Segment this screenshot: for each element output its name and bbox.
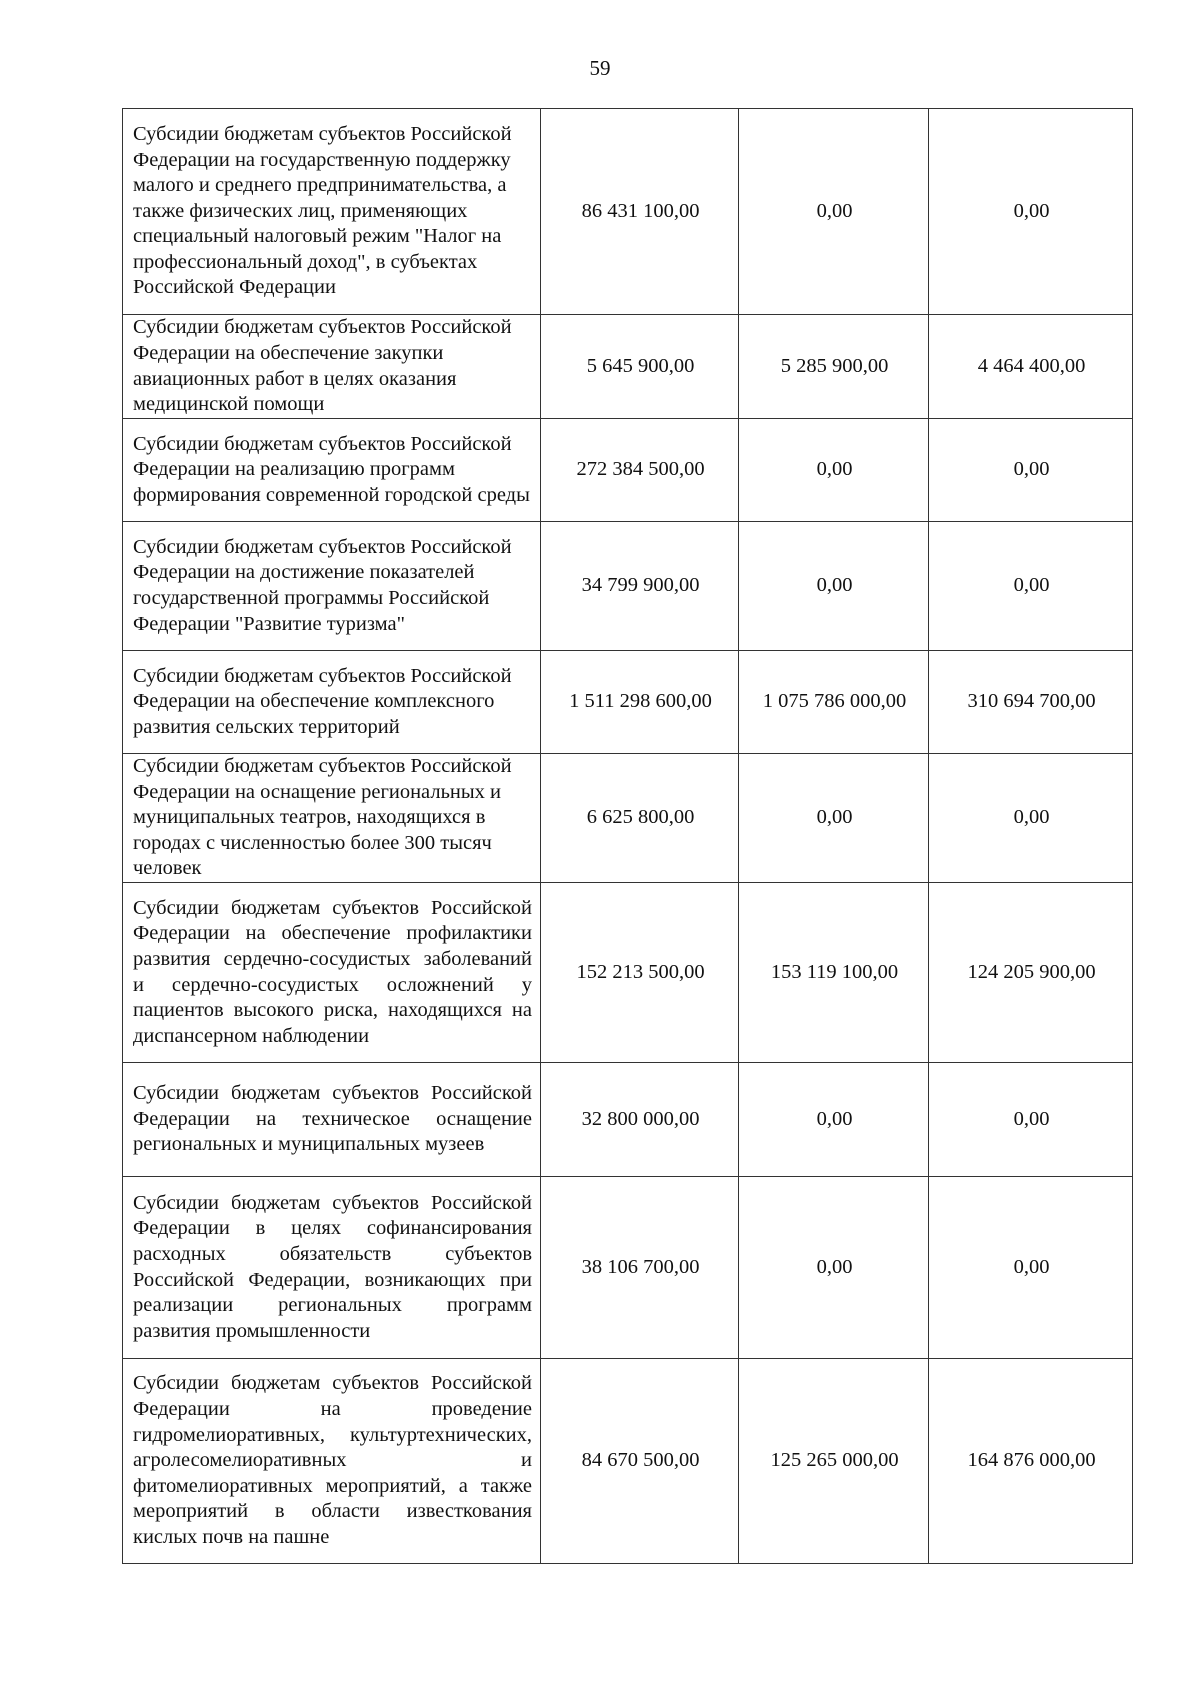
row-description: Субсидии бюджетам субъектов Российской Федерации на обеспечение комплексного развития сельских территорий (123, 651, 541, 754)
row-value-1: 84 670 500,00 (541, 1359, 739, 1564)
row-value-2: 5 285 900,00 (739, 315, 929, 419)
page-number: 59 (589, 56, 611, 80)
table-row (123, 1063, 1133, 1177)
row-value-2: 0,00 (739, 109, 929, 315)
row-value-1: 152 213 500,00 (541, 883, 739, 1063)
table-row (123, 651, 1133, 754)
row-value-3: 0,00 (929, 1063, 1133, 1177)
row-value-1: 32 800 000,00 (541, 1063, 739, 1177)
row-value-1: 34 799 900,00 (541, 522, 739, 651)
row-description: Субсидии бюджетам субъектов Российской Федерации на реализацию программ формирования современной городской среды (123, 419, 541, 522)
row-description: Субсидии бюджетам субъектов Российской Федерации на техническое оснащение региональных и муниципальных музеев (123, 1063, 541, 1177)
row-value-3: 0,00 (929, 522, 1133, 651)
table-row (123, 754, 1133, 883)
row-description: Субсидии бюджетам субъектов Российской Федерации на обеспечение профилактики развития сердечно-сосудистых заболеваний и сердечно-сосудистых осложнений у пациентов высокого риска, находящихся на диспансерном наблюдении (123, 883, 541, 1063)
row-value-2: 153 119 100,00 (739, 883, 929, 1063)
row-value-1: 272 384 500,00 (541, 419, 739, 522)
row-description: Субсидии бюджетам субъектов Российской Федерации на государственную поддержку малого и среднего предпринимательства, а также физических лиц, применяющих специальный налоговый режим "Налог на профессиональный доход", в субъектах Российской Федерации (123, 109, 541, 315)
row-value-2: 0,00 (739, 1063, 929, 1177)
row-value-2: 0,00 (739, 419, 929, 522)
row-value-2: 0,00 (739, 754, 929, 883)
row-description: Субсидии бюджетам субъектов Российской Федерации на достижение показателей государственной программы Российской Федерации "Развитие туризма" (123, 522, 541, 651)
row-value-3: 0,00 (929, 754, 1133, 883)
table-row (123, 315, 1133, 419)
row-description: Субсидии бюджетам субъектов Российской Федерации в целях софинансирования расходных обязательств субъектов Российской Федерации, возникающих при реализации региональных программ развития промышленности (123, 1177, 541, 1359)
row-value-3: 0,00 (929, 1177, 1133, 1359)
row-description: Субсидии бюджетам субъектов Российской Федерации на обеспечение закупки авиационных работ в целях оказания медицинской помощи (123, 315, 541, 419)
row-value-2: 0,00 (739, 1177, 929, 1359)
row-value-3: 0,00 (929, 109, 1133, 315)
row-value-2: 125 265 000,00 (739, 1359, 929, 1564)
row-value-3: 164 876 000,00 (929, 1359, 1133, 1564)
row-value-3: 4 464 400,00 (929, 315, 1133, 419)
subsidies-table (122, 108, 1133, 1564)
row-value-1: 1 511 298 600,00 (541, 651, 739, 754)
row-description: Субсидии бюджетам субъектов Российской Федерации на оснащение региональных и муниципальных театров, находящихся в городах с численностью более 300 тысяч человек (123, 754, 541, 883)
table-row (123, 109, 1133, 315)
row-value-2: 0,00 (739, 522, 929, 651)
row-value-3: 0,00 (929, 419, 1133, 522)
table-row (123, 1177, 1133, 1359)
row-description: Субсидии бюджетам субъектов Российской Федерации на проведение гидромелиоративных, культуртехнических, агролесомелиоративных и фитомелиоративных мероприятий, а также мероприятий в области известкования кислых почв на пашне (123, 1359, 541, 1564)
row-value-3: 124 205 900,00 (929, 883, 1133, 1063)
row-value-1: 6 625 800,00 (541, 754, 739, 883)
row-value-1: 86 431 100,00 (541, 109, 739, 315)
table-row (123, 1359, 1133, 1564)
table-row (123, 883, 1133, 1063)
row-value-2: 1 075 786 000,00 (739, 651, 929, 754)
row-value-1: 38 106 700,00 (541, 1177, 739, 1359)
table-row (123, 419, 1133, 522)
table-row (123, 522, 1133, 651)
row-value-1: 5 645 900,00 (541, 315, 739, 419)
row-value-3: 310 694 700,00 (929, 651, 1133, 754)
